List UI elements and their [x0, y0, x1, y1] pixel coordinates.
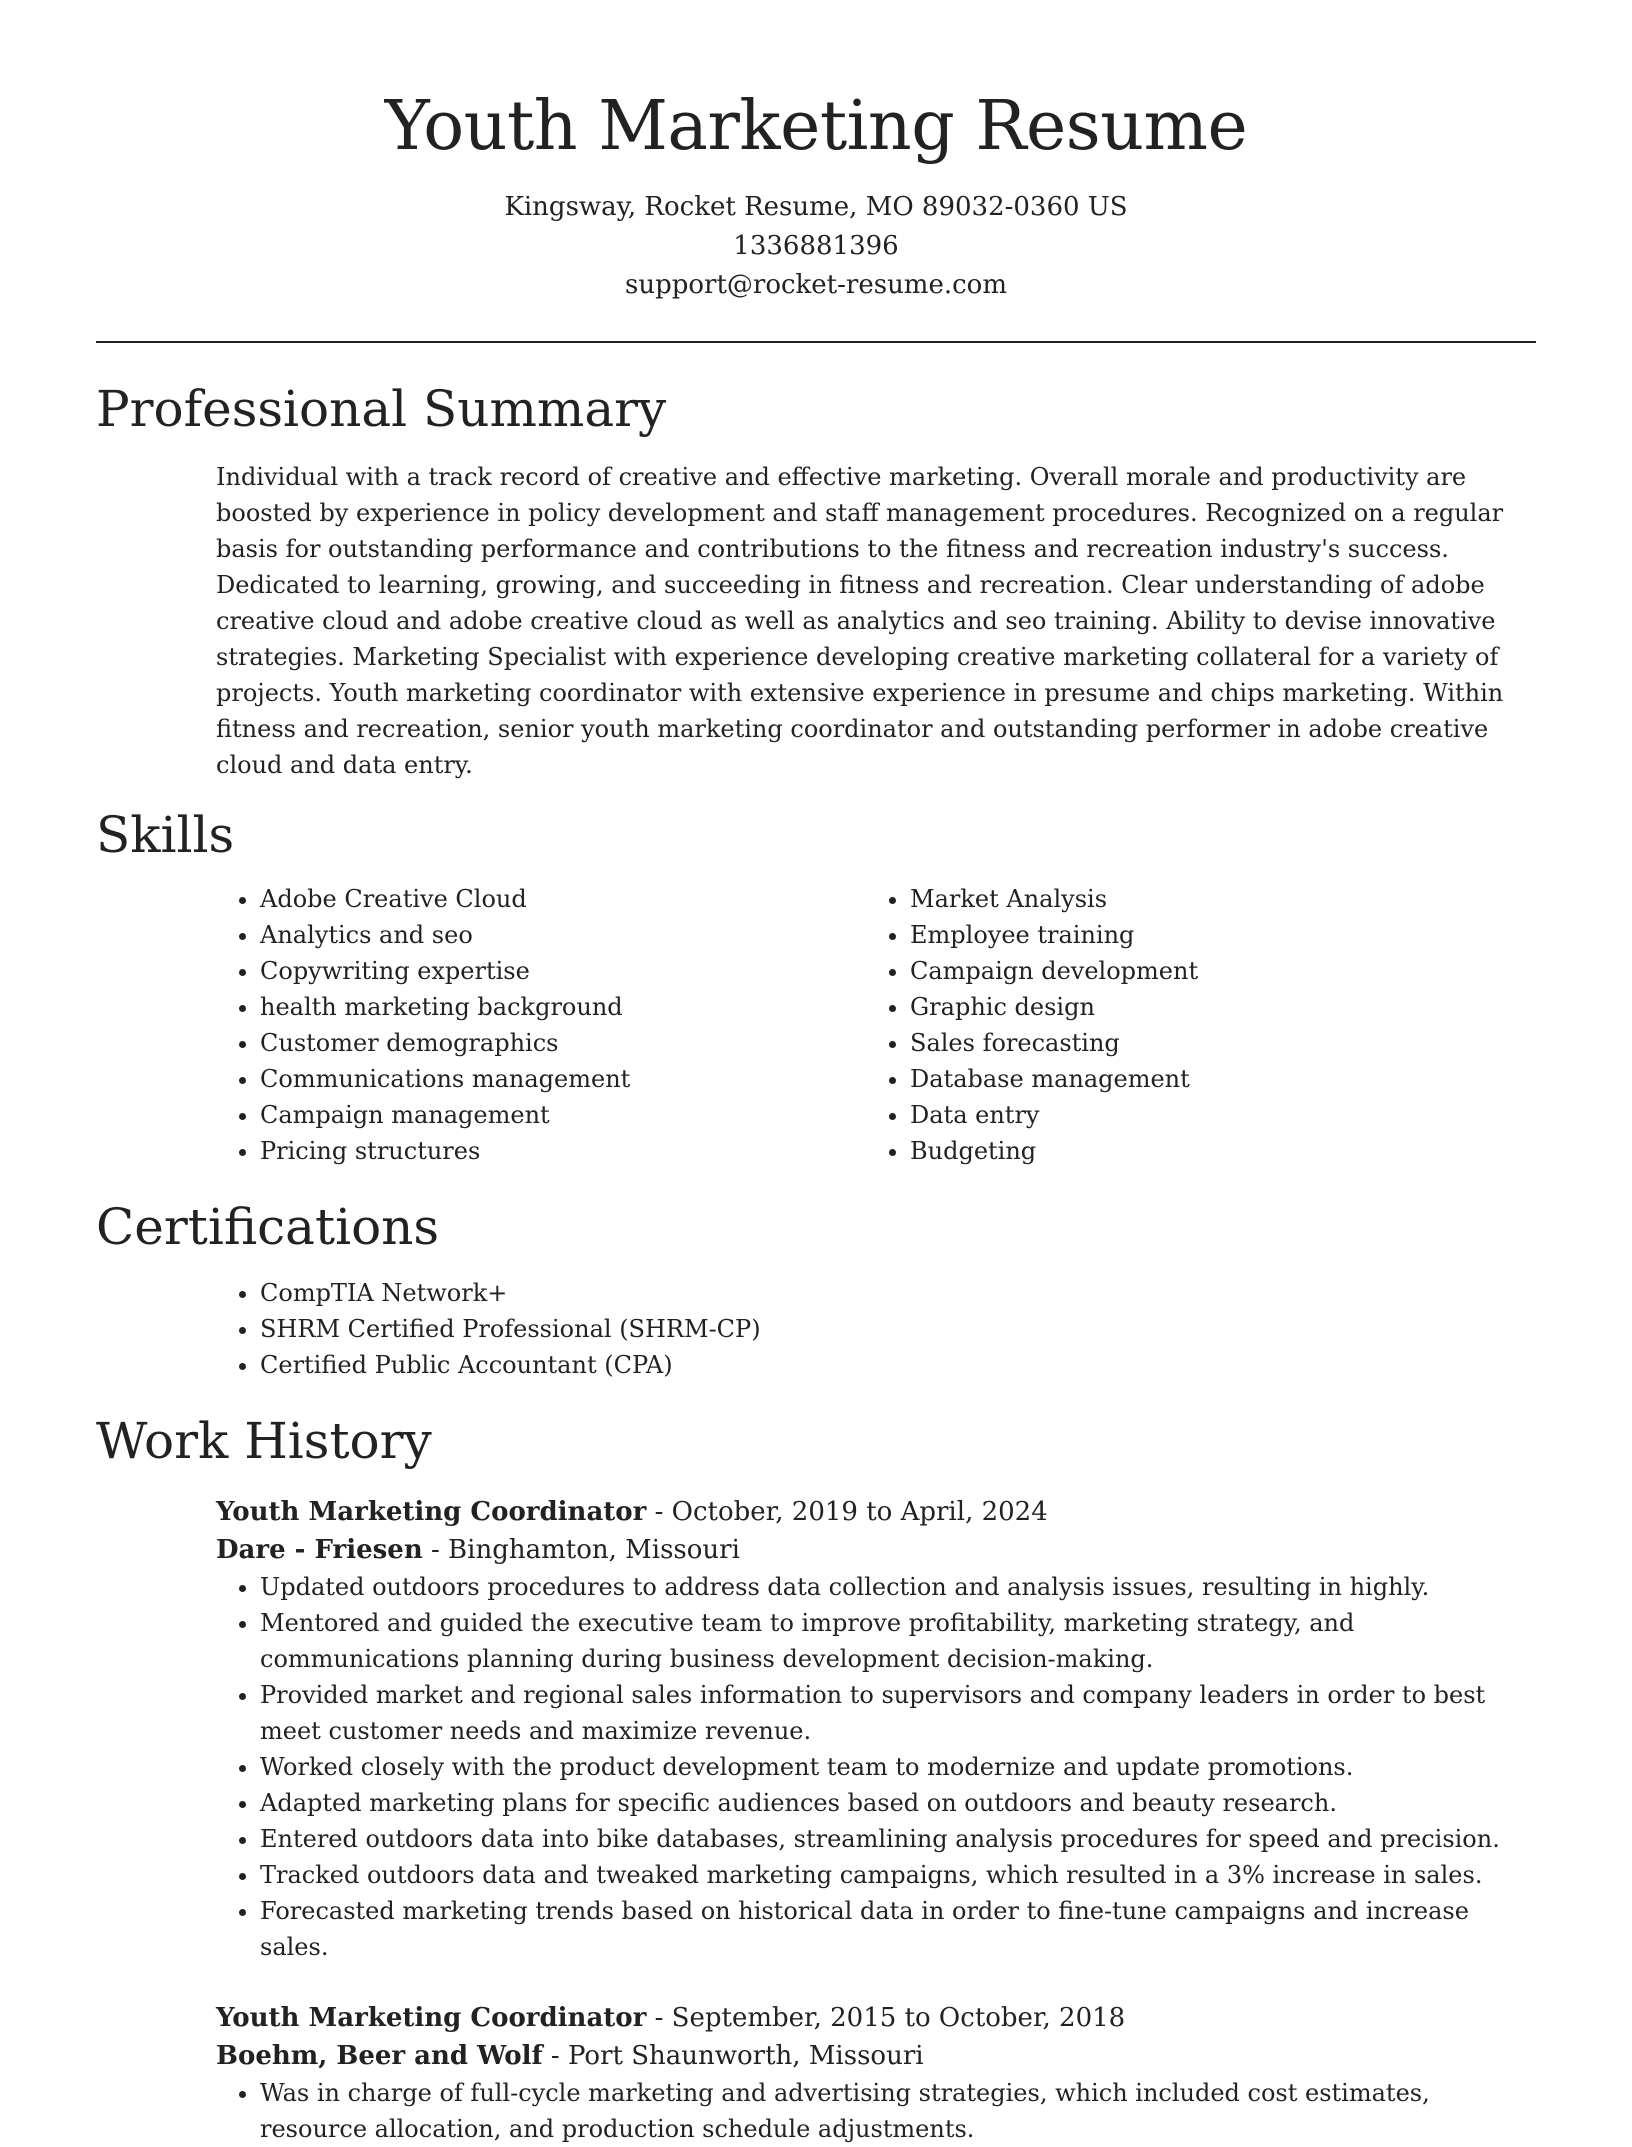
job-company: Dare - Friesen	[216, 1535, 423, 1565]
skill-item: • Graphic design	[910, 989, 1516, 1025]
certifications-heading: Certifications	[96, 1198, 440, 1256]
job-dates: - September, 2015 to October, 2018	[646, 2003, 1126, 2033]
certifications-block	[216, 1275, 1536, 1383]
skill-item: • Analytics and seo	[260, 917, 866, 953]
skill-item: • Pricing structures	[260, 1133, 866, 1169]
work-history-heading: Work History	[96, 1412, 432, 1470]
skills-list-left	[216, 881, 866, 1169]
skill-item: • Sales forecasting	[910, 1025, 1516, 1061]
job-title-line	[216, 1999, 1536, 2037]
job-entry	[216, 1493, 1536, 1965]
skill-item: • Employee training	[910, 917, 1516, 953]
skill-item: • Data entry	[910, 1097, 1516, 1133]
summary-heading: Professional Summary	[96, 380, 667, 438]
skill-item: • Customer demographics	[260, 1025, 866, 1061]
resume-header	[96, 0, 1536, 305]
skills-list-right	[866, 881, 1516, 1169]
job-location: - Port Shaunworth, Missouri	[542, 2041, 924, 2071]
job-entry	[216, 1999, 1536, 2147]
job-location: - Binghamton, Missouri	[422, 1535, 740, 1565]
skill-item: • Campaign management	[260, 1097, 866, 1133]
job-dates: - October, 2019 to April, 2024	[646, 1497, 1048, 1527]
certification-item: • SHRM Certified Professional (SHRM-CP)	[260, 1311, 1536, 1347]
job-duty: • Updated outdoors procedures to address data collection and analysis issues, resulting in highly.	[260, 1569, 1536, 1605]
job-duty: • Mentored and guided the executive team to improve profitability, marketing strategy, and communications planning during business development decision-making.	[260, 1605, 1536, 1677]
job-duty: • Worked closely with the product development team to modernize and update promotions.	[260, 1749, 1536, 1785]
contact-info	[96, 188, 1536, 305]
skills-column-left	[216, 881, 866, 1169]
job-duty: • Adapted marketing plans for specific audiences based on outdoors and beauty research.	[260, 1785, 1536, 1821]
job-role: Youth Marketing Coordinator	[216, 1497, 647, 1527]
skill-item: • Communications management	[260, 1061, 866, 1097]
job-company-line	[216, 1531, 1536, 1569]
contact-phone: 1336881396	[733, 231, 899, 261]
resume-title: Youth Marketing Resume	[384, 87, 1248, 166]
header-divider	[96, 341, 1536, 343]
job-company: Boehm, Beer and Wolf	[216, 2041, 543, 2071]
skill-item: • health marketing background	[260, 989, 866, 1025]
skill-item: • Campaign development	[910, 953, 1516, 989]
skill-item: • Copywriting expertise	[260, 953, 866, 989]
skill-item: • Budgeting	[910, 1133, 1516, 1169]
certification-item: • CompTIA Network+	[260, 1275, 1536, 1311]
job-duty: • Provided market and regional sales information to supervisors and company leaders in order to best meet customer needs and maximize revenue.	[260, 1677, 1536, 1749]
job-duties-list	[216, 1569, 1536, 1965]
job-role: Youth Marketing Coordinator	[216, 2003, 647, 2033]
job-duty: • Tracked outdoors data and tweaked marketing campaigns, which resulted in a 3% increase in sales.	[260, 1857, 1536, 1893]
certification-item: • Certified Public Accountant (CPA)	[260, 1347, 1536, 1383]
contact-address: Kingsway, Rocket Resume, MO 89032-0360 US	[504, 192, 1128, 222]
job-title-line	[216, 1493, 1536, 1531]
skill-item: • Database management	[910, 1061, 1516, 1097]
job-duty: • Forecasted marketing trends based on historical data in order to fine-tune campaigns and increase sales.	[260, 1893, 1536, 1965]
skill-item: • Adobe Creative Cloud	[260, 881, 866, 917]
skills-heading: Skills	[96, 806, 235, 864]
contact-email: support@rocket-resume.com	[624, 270, 1007, 300]
job-company-line	[216, 2037, 1536, 2075]
job-duty: • Entered outdoors data into bike databases, streamlining analysis procedures for speed and precision.	[260, 1821, 1536, 1857]
certifications-list	[216, 1275, 1536, 1383]
skill-item: • Market Analysis	[910, 881, 1516, 917]
summary-text: Individual with a track record of creative and effective marketing. Overall morale and productivity are boosted by experience in policy development and staff management procedures. Recognized on a regular basis for outstanding performance and contributions to the fitness and recreation industry's success. Dedicated to learning, growing, and succeeding in fitness and recreation. Clear understanding of adobe creative cloud and adobe creative cloud as well as analytics and seo training. Ability to devise innovative strategies. Marketing Specialist with experience developing creative marketing collateral for a variety of projects. Youth marketing coordinator with extensive experience in presume and chips marketing. Within fitness and recreation, senior youth marketing coordinator and outstanding performer in adobe creative cloud and data entry.	[216, 463, 1504, 779]
skills-grid	[216, 881, 1536, 1169]
job-duty: • Was in charge of full-cycle marketing and advertising strategies, which included cost estimates, resource allocation, and production schedule adjustments.	[260, 2075, 1536, 2147]
skills-column-right	[866, 881, 1516, 1169]
job-duties-list	[216, 2075, 1536, 2147]
